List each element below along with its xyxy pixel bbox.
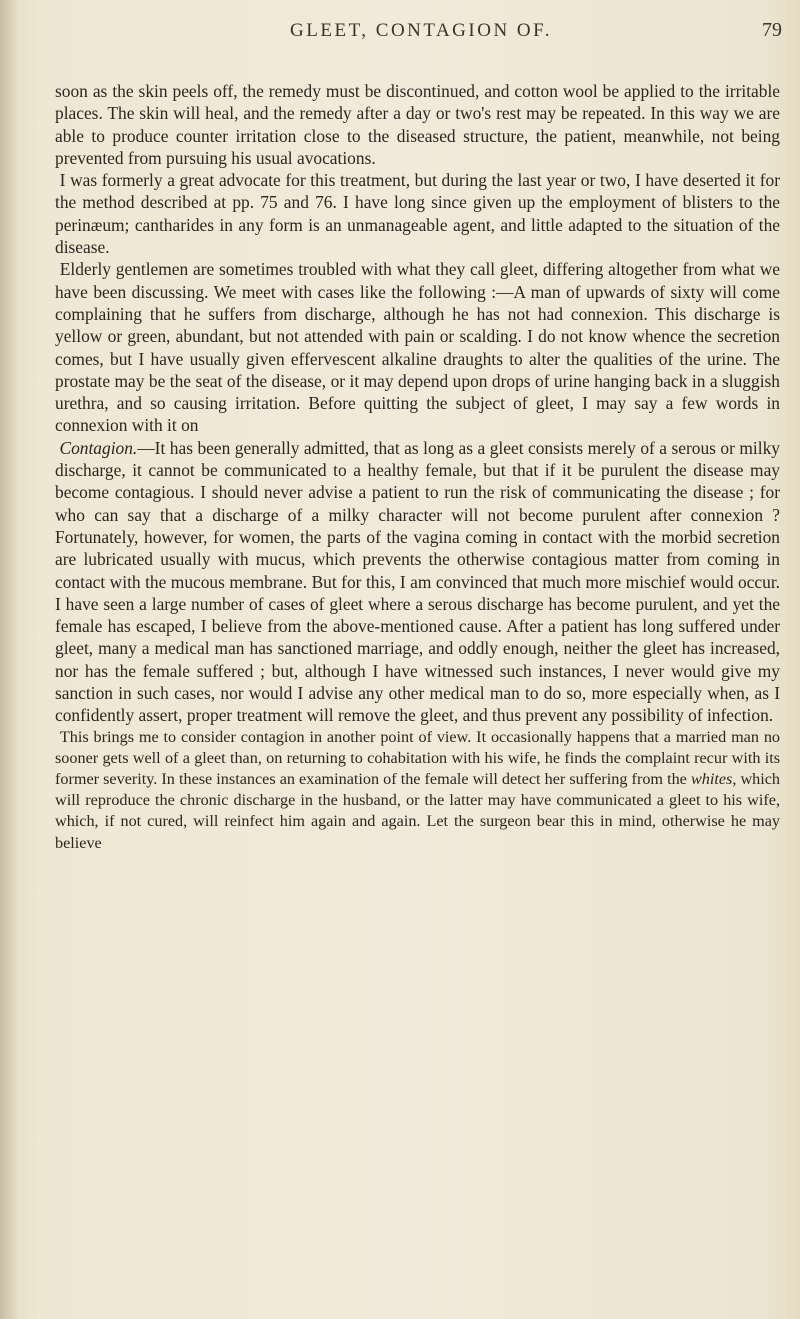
page-header bbox=[60, 20, 782, 50]
body-text bbox=[55, 80, 780, 854]
gutter-shadow bbox=[0, 0, 18, 1319]
paragraph-5 bbox=[55, 727, 780, 854]
paragraph-1 bbox=[55, 80, 780, 169]
paragraph-1-text: soon as the skin peels off, the remedy must be discontinued, and cotton wool be applied to the irritable places. The skin will heal, and the remedy after a day or two's rest may be repeated. In this way we are able to produce counter irritation close to the diseased structure, the patient, meanwhile, not being prevented from pursuing his usual avocations. bbox=[55, 81, 780, 168]
running-head: GLEET, CONTAGION OF. bbox=[290, 20, 552, 41]
paragraph-5-text-a: This brings me to consider contagion in another point of view. It occasionally happens that a married man no sooner gets well of a gleet than, on returning to cohabitation with his wife, he finds the complaint recur with its former severity. In these instances an examination of the female will detect her suffering from the bbox=[55, 727, 781, 789]
paragraph-5-text-b: , which will reproduce the chronic discharge in the husband, or the latter may have communicated a gleet to his wife, which, if not cured, will reinfect him again and again. Let the surgeon bear this in mind, otherwise he may believe bbox=[55, 770, 781, 852]
paragraph-3 bbox=[55, 258, 780, 436]
section-lead-contagion: Contagion. bbox=[59, 437, 138, 458]
paragraph-5-emphasis: whites bbox=[690, 770, 733, 789]
paragraph-2 bbox=[55, 169, 780, 258]
paragraph-3-text: Elderly gentlemen are sometimes troubled with what they call gleet, differing altogether from what we have been discussing. We meet with cases like the following :—A man of upwards of sixty will come complaining that he suffers from discharge, although he has not had connexion. This discharge is yellow or green, abundant, but not attended with pain or scalding. I do not know whence the secretion comes, but I have usually given effervescent alkaline draughts to alter the qualities of the urine. The prostate may be the seat of the disease, or it may depend upon drops of urine hanging back in a sluggish urethra, and so causing irritation. Before quitting the subject of gleet, I may say a few words in connexion with it on bbox=[55, 259, 780, 436]
paragraph-4 bbox=[55, 437, 780, 727]
page-number: 79 bbox=[762, 19, 782, 41]
paragraph-4-text: —It has been generally admitted, that as long as a gleet consists merely of a serous or milky discharge, it cannot be communicated to a healthy female, but that if it be purulent the disease may become contagious. I should never advise a patient to run the risk of communicating the disease ; for who can say that a discharge of a milky character will not become purulent after connexion ? Fortunately, however, for women, the parts of the vagina coming in contact with the morbid secretion are lubricated usually with mucus, which prevents the otherwise contagious matter from coming in contact with the mucous membrane. But for this, I am convinced that much more mischief would occur. I have seen a large number of cases of gleet where a serous discharge has become purulent, and yet the female has escaped, I believe from the above-mentioned cause. After a patient has long suffered under gleet, many a medical man has sanctioned marriage, and oddly enough, neither the gleet has increased, nor has the female suffered ; but, although I have witnessed such instances, I never would give my sanction in such cases, nor would I advise any other medical man to do so, more especially when, as I confidently assert, proper treatment will remove the gleet, and thus prevent any possibility of infection. bbox=[55, 437, 780, 726]
paragraph-2-text: I was formerly a great advocate for this treatment, but during the last year or two, I have deserted it for the method described at pp. 75 and 76. I have long since given up the employment of blisters to the perinæum; cantharides in any form is an unmanageable agent, and little adapted to the situation of the disease. bbox=[55, 170, 780, 258]
